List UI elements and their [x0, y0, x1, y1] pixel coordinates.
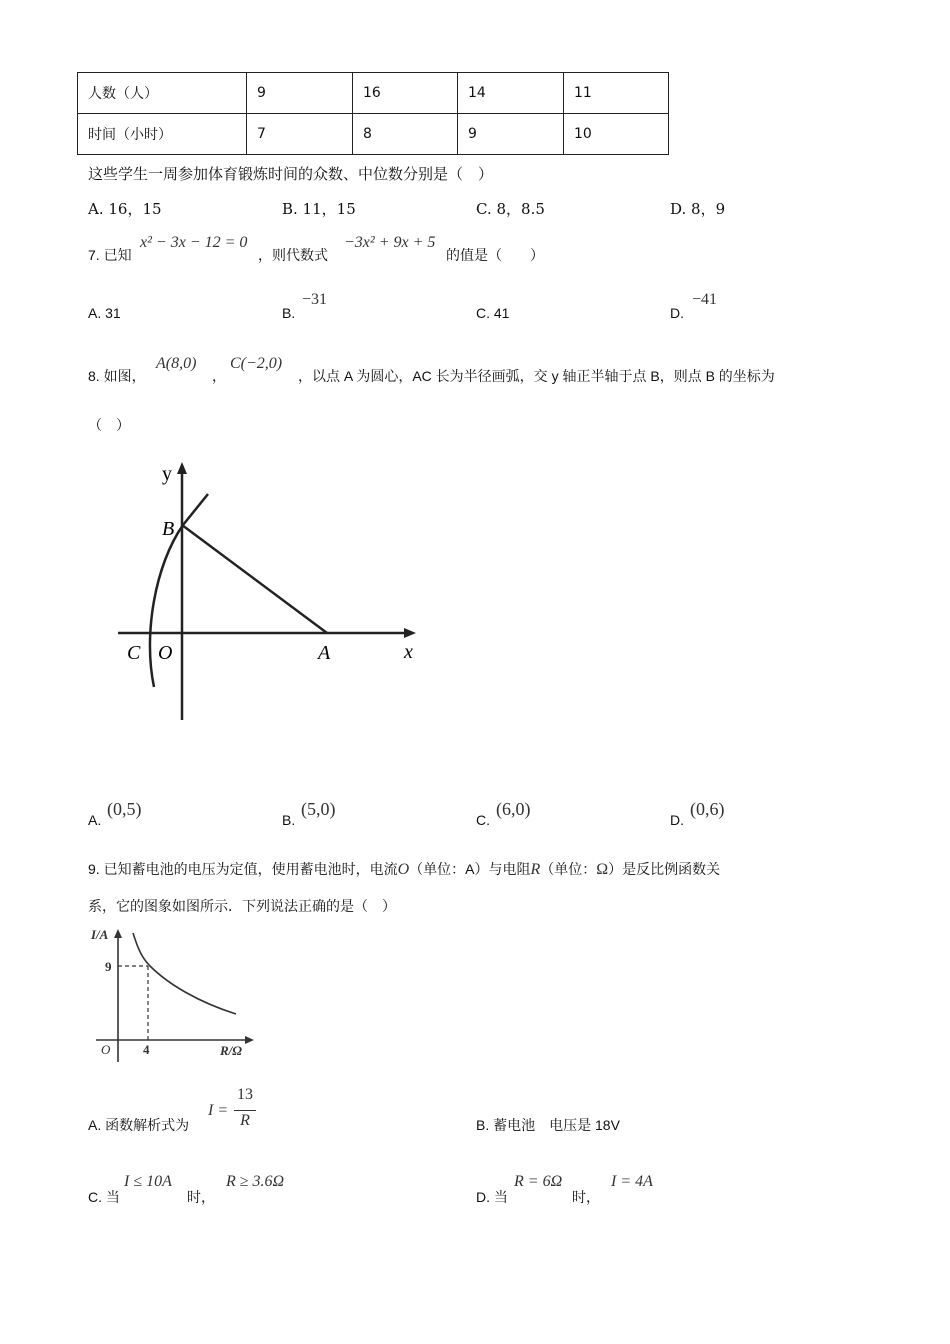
r-axis-arrow-icon [245, 1036, 254, 1044]
fraction-bar [234, 1110, 256, 1111]
q7-mid: ，则代数式 [258, 247, 328, 263]
table-row [78, 114, 669, 155]
q9-option-a: A. 函数解析式为 [88, 1117, 190, 1133]
q9-option-c-math2: R ≥ 3.6Ω [226, 1173, 285, 1190]
q8-point-c: C(−2,0) [230, 355, 283, 372]
table-cell: 人数（人） [78, 73, 247, 114]
y-tick-label: 9 [105, 959, 112, 974]
q6-option-b: B. 11，15 [282, 200, 356, 218]
point-c-label: C [127, 642, 141, 664]
y-axis-arrow-icon [177, 462, 187, 474]
table-cell: 10 [564, 114, 669, 155]
x-axis-arrow-icon [404, 628, 416, 638]
q7-option-d-value: −41 [692, 291, 718, 308]
r-axis-label: R/Ω [220, 1043, 242, 1058]
q8-paren: （ ） [88, 417, 130, 433]
q9-text-a: 9. 已知蓄电池的电压为定值，使用蓄电池时，电流 [88, 861, 398, 877]
table-cell: 11 [564, 73, 669, 114]
q7-suffix: 的值是（ ） [446, 247, 544, 263]
i-axis-label: I/A [91, 927, 109, 942]
origin-label: O [158, 642, 173, 664]
table-cell: 14 [458, 73, 564, 114]
q9-option-d-math2: I = 4A [611, 1173, 653, 1190]
q9-omega: Ω [596, 861, 609, 878]
origin-label: O [101, 1042, 111, 1057]
q7-option-b: B. [282, 305, 296, 321]
table-cell: 16 [353, 73, 458, 114]
q9-option-c-mid: 时， [187, 1189, 215, 1205]
q9-text-b: （单位：A）与电阻 [409, 861, 531, 877]
q9-option-b: B. 蓄电池 电压是 18V [476, 1117, 620, 1133]
q9-text-d: ）是反比例函数关 [608, 861, 721, 877]
q6-option-a: A. 16，15 [88, 200, 162, 218]
q7-option-c: C. 41 [476, 305, 510, 321]
segment-ab [182, 525, 327, 633]
q9-option-d-math1: R = 6Ω [514, 1173, 563, 1190]
x-label: x [404, 641, 413, 663]
q6-option-c: C. 8，8.5 [476, 200, 545, 218]
q6-option-d: D. 8，9 [670, 200, 726, 218]
q9-option-d-mid: 时， [572, 1189, 600, 1205]
q9-var-o: O [397, 861, 410, 878]
q8-sep: ， [212, 368, 226, 384]
point-b-label: B [162, 518, 175, 540]
q8-option-b-value: (5,0) [301, 799, 336, 819]
q9-text-c: （单位： [540, 861, 597, 877]
data-table [77, 72, 669, 155]
q9-option-a-lhs: I = [208, 1102, 229, 1119]
q9-option-d: D. 当 [476, 1189, 508, 1205]
table-cell: 9 [458, 114, 564, 155]
q9-option-c-math1: I ≤ 10A [124, 1173, 172, 1190]
q8-prefix: 8. 如图， [88, 368, 146, 384]
q9-option-a-numerator: 13 [237, 1086, 253, 1103]
q9-option-a-denominator: R [240, 1112, 250, 1129]
i-axis-arrow-icon [114, 929, 122, 938]
q8-point-a: A(8,0) [156, 355, 197, 372]
point-a-label: A [318, 642, 331, 664]
table-row [78, 73, 669, 114]
q9-figure [88, 924, 258, 1064]
q9-var-r: R [530, 861, 541, 878]
q7-option-a: A. 31 [88, 305, 121, 321]
y-label: y [162, 463, 172, 485]
q8-option-a: A. [88, 812, 102, 828]
q9-line1 [88, 859, 720, 879]
q8-option-d-value: (0,6) [690, 799, 725, 819]
q7-prefix: 7. 已知 [88, 247, 132, 263]
table-cell: 9 [247, 73, 353, 114]
q7-option-b-value: −31 [302, 291, 328, 308]
q8-option-c: C. [476, 812, 490, 828]
q6-stem: 这些学生一周参加体育锻炼时间的众数、中位数分别是（ ） [88, 165, 494, 183]
q8-option-d: D. [670, 812, 684, 828]
q8-figure [110, 450, 430, 730]
q8-option-c-value: (6,0) [496, 799, 531, 819]
q7-equation: x² − 3x − 12 = 0 [140, 234, 248, 251]
q9-line2: 系，它的图象如图所示．下列说法正确的是（ ） [88, 898, 396, 914]
q7-expression: −3x² + 9x + 5 [344, 234, 436, 251]
x-tick-label: 4 [143, 1042, 150, 1057]
q9-option-c: C. 当 [88, 1189, 120, 1205]
q7-option-d: D. [670, 305, 684, 321]
q8-text: ，以点 A 为圆心，AC 长为半径画弧，交 y 轴正半轴于点 B，则点 B 的坐标为 [298, 368, 775, 384]
table-cell: 时间（小时） [78, 114, 247, 155]
q8-option-b: B. [282, 812, 296, 828]
table-cell: 7 [247, 114, 353, 155]
table-cell: 8 [353, 114, 458, 155]
q8-option-a-value: (0,5) [107, 799, 142, 819]
